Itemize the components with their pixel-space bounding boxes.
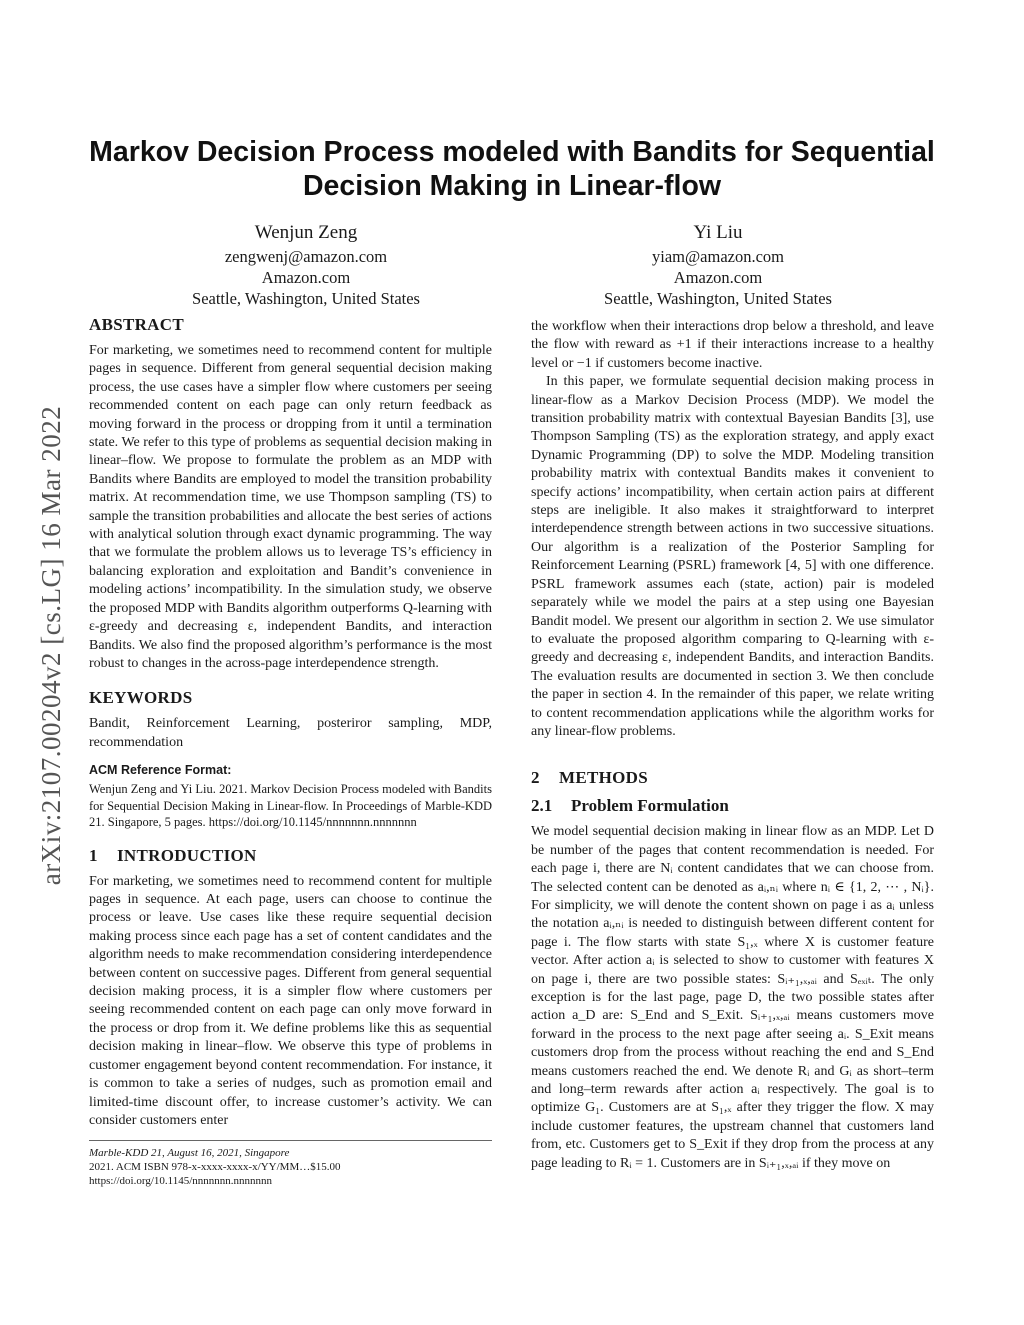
acm-reference-heading: ACM Reference Format: (89, 763, 232, 778)
section-title: INTRODUCTION (117, 845, 257, 865)
keywords-text: Bandit, Reinforcement Learning, posteriror sampling, MDP, recommendation (89, 716, 492, 750)
introduction-paragraph-2: In this paper, we formulate sequential decision making process in linear-flow as a Markov Decision Process (MDP). We model the transition probability matrix with contextual Bayesian Bandits [3], use Thompson Sampling (TS) as the exploration strategy, and apply exact Dynamic Programming (DP) to solve the MDP. Modeling transition probability matrix with contextual Bandits makes it convenient to specify actions’ incompatibility, when certain action pairs at different steps are ineligible. It also makes it straightforward to interpret interdependence strength between actions in two successive situations. Our algorithm is a realization of the Posterior Sampling for Reinforcement Learning (PSRL) framework [4, 5] with one difference. PSRL framework assumes each (state, action) pair is modeled separately while we model the pairs at a step using one Bayesian Bandit model. We present our algorithm in section 2. We use simulator to evaluate the proposed algorithm comparing to Q-learning with ε-greedy and decreasing ε, independent Bandits, and interaction Bandits. The evaluation results are documented in section 3. We then conclude the paper in section 4. In the remainder of this paper, we relate writing to content recommendation applications while the algorithm works for any linear-flow problems. (531, 374, 934, 739)
section-title: METHODS (559, 768, 649, 788)
author-block-1 (106, 220, 506, 309)
footnote-conference: Marble-KDD 21, August 16, 2021, Singapore (89, 1147, 290, 1159)
abstract-text: For marketing, we sometimes need to recommend content for multiple pages in sequence. Different from general sequential decision making process, the use cases have a simpler flow where customers per seeing recommended content on each page can only return feedback as moving forward in the process or dropping from it until a termination state. We refer to this type of problems as sequential decision making in linear–flow. We propose to formulate the problem as an MDP with Bandits where Bandits are employed to model the transition probability matrix. At recommendation time, we use Thompson sampling (TS) to sample the transition probabilities and allocate the best series of actions with analytical solution through exact dynamic programming. The way that we formulate the problem allows us to leverage TS’s efficiency in balancing exploration and exploitation and Bandit’s convenience in modeling actions’ incompatibility. In the simulation study, we observe the proposed MDP with Bandits algorithm outperforms Q-learning with ε-greedy and decreasing ε, independent Bandits, and interaction Bandits. We also find the proposed algorithm’s performance is the most robust to changes in the across-page interdependence strength. (89, 343, 492, 671)
section-number: 2 (531, 768, 540, 788)
author-location: Seattle, Washington, United States (604, 289, 832, 308)
acm-reference-text: Wenjun Zeng and Yi Liu. 2021. Markov Decision Process modeled with Bandits for Sequential Decision Making in Linear-flow. In Proceedings of Marble-KDD 21. Singapore, 5 pages. https://doi.org/10.1145/nnnnnnn.nnnnnnn (89, 782, 492, 830)
author-email[interactable]: yiam@amazon.com (651, 247, 785, 266)
author-affiliation: Amazon.com (673, 268, 763, 287)
author-affiliation: Amazon.com (261, 268, 351, 287)
author-email[interactable]: zengwenj@amazon.com (224, 247, 388, 266)
arxiv-id-text: arXiv:2107.00204v2 [cs.LG] 16 Mar 2022 (36, 405, 67, 885)
title-line-1: Markov Decision Process modeled with Bandits for Sequential (89, 136, 935, 168)
subsection-title: Problem Formulation (571, 796, 729, 816)
footnote-doi[interactable]: https://doi.org/10.1145/nnnnnnn.nnnnnnn (89, 1175, 273, 1187)
author-name: Wenjun Zeng (254, 222, 358, 243)
footnote (89, 1140, 492, 1188)
section-number: 1 (89, 845, 98, 865)
right-column (531, 318, 934, 1173)
introduction-paragraph-1: For marketing, we sometimes need to recommend content for multiple pages in sequence. At each page, users can choose to continue the process or leave. Use cases like these require sequential decision making process since each page has a set of content candidates and the algorithm needs to make recommendation considering interdependence between content on successive pages. Different from general sequential decision making process, it is a simpler flow where customers per seeing recommended content on each page can only move forward in the process or drop from it. We define problems like this as sequential decision making in linear–flow. We observe this type of problems in customer engagement beyond content recommendation. For instance, it is common to take a series of nudges, such as promotion email and limited-time discount offer, to increase customer’s activity. We can consider customers enter (89, 873, 492, 1128)
left-column (89, 314, 492, 1130)
author-block-2 (518, 220, 918, 309)
introduction-heading (89, 845, 492, 867)
problem-formulation-heading (531, 795, 934, 817)
author-location: Seattle, Washington, United States (192, 289, 420, 308)
keywords-heading: KEYWORDS (89, 688, 193, 708)
problem-formulation-text: We model sequential decision making in linear flow as an MDP. Let D be number of the pages that content recommendation is needed. For each page i, there are Nᵢ content candidates that we can choose from. The selected content can be denoted as aᵢ,ₙᵢ where nᵢ ∈ {1, 2, ⋯ , Nᵢ}. For simplicity, we will denote the content shown on page i as aᵢ unless the notation aᵢ,ₙᵢ is needed to distinguish between different content for page i. The flow starts with state S₁,ₓ where X is customer feature vector. After action aᵢ is selected to show to customer with features X on page i, there are two possible states: Sᵢ₊₁,ₓ,ₐᵢ and Sₑₓᵢₜ. The only exception is for the last page, page D, the two possible states after action a_D are: S_End and S_Exit. Sᵢ₊₁,ₓ,ₐᵢ means customers move forward in the process to the next page after seeing aᵢ. S_Exit means customers drop from the process without reaching the end and S_End means customers reached the end. We denote Rᵢ and Gᵢ as short–term and long–term rewards after action aᵢ respectively. The goal is to optimize G₁. Customers are at S₁,ₓ after they trigger the flow. X may include customer features, the upstream channel that customers land from, etc. Customers get to S_Exit if they drop from the process at any page leading to Rᵢ = 1. Customers are in Sᵢ₊₁,ₓ,ₐᵢ if they move on (531, 824, 934, 1171)
abstract-heading: ABSTRACT (89, 315, 184, 334)
subsection-number: 2.1 (531, 796, 553, 816)
introduction-paragraph-1-continued: the workflow when their interactions drop below a threshold, and leave the flow with reward as +1 if their interactions increase to a healthy level or −1 if customers become inactive. (531, 319, 934, 371)
footnote-isbn: 2021. ACM ISBN 978-x-xxxx-xxxx-x/YY/MM…$15.00 (89, 1161, 341, 1173)
author-name: Yi Liu (693, 222, 743, 243)
methods-heading (531, 767, 934, 789)
title-line-2: Decision Making in Linear-flow (302, 170, 722, 202)
paper-title (88, 135, 936, 203)
arxiv-identifier (30, 350, 74, 940)
